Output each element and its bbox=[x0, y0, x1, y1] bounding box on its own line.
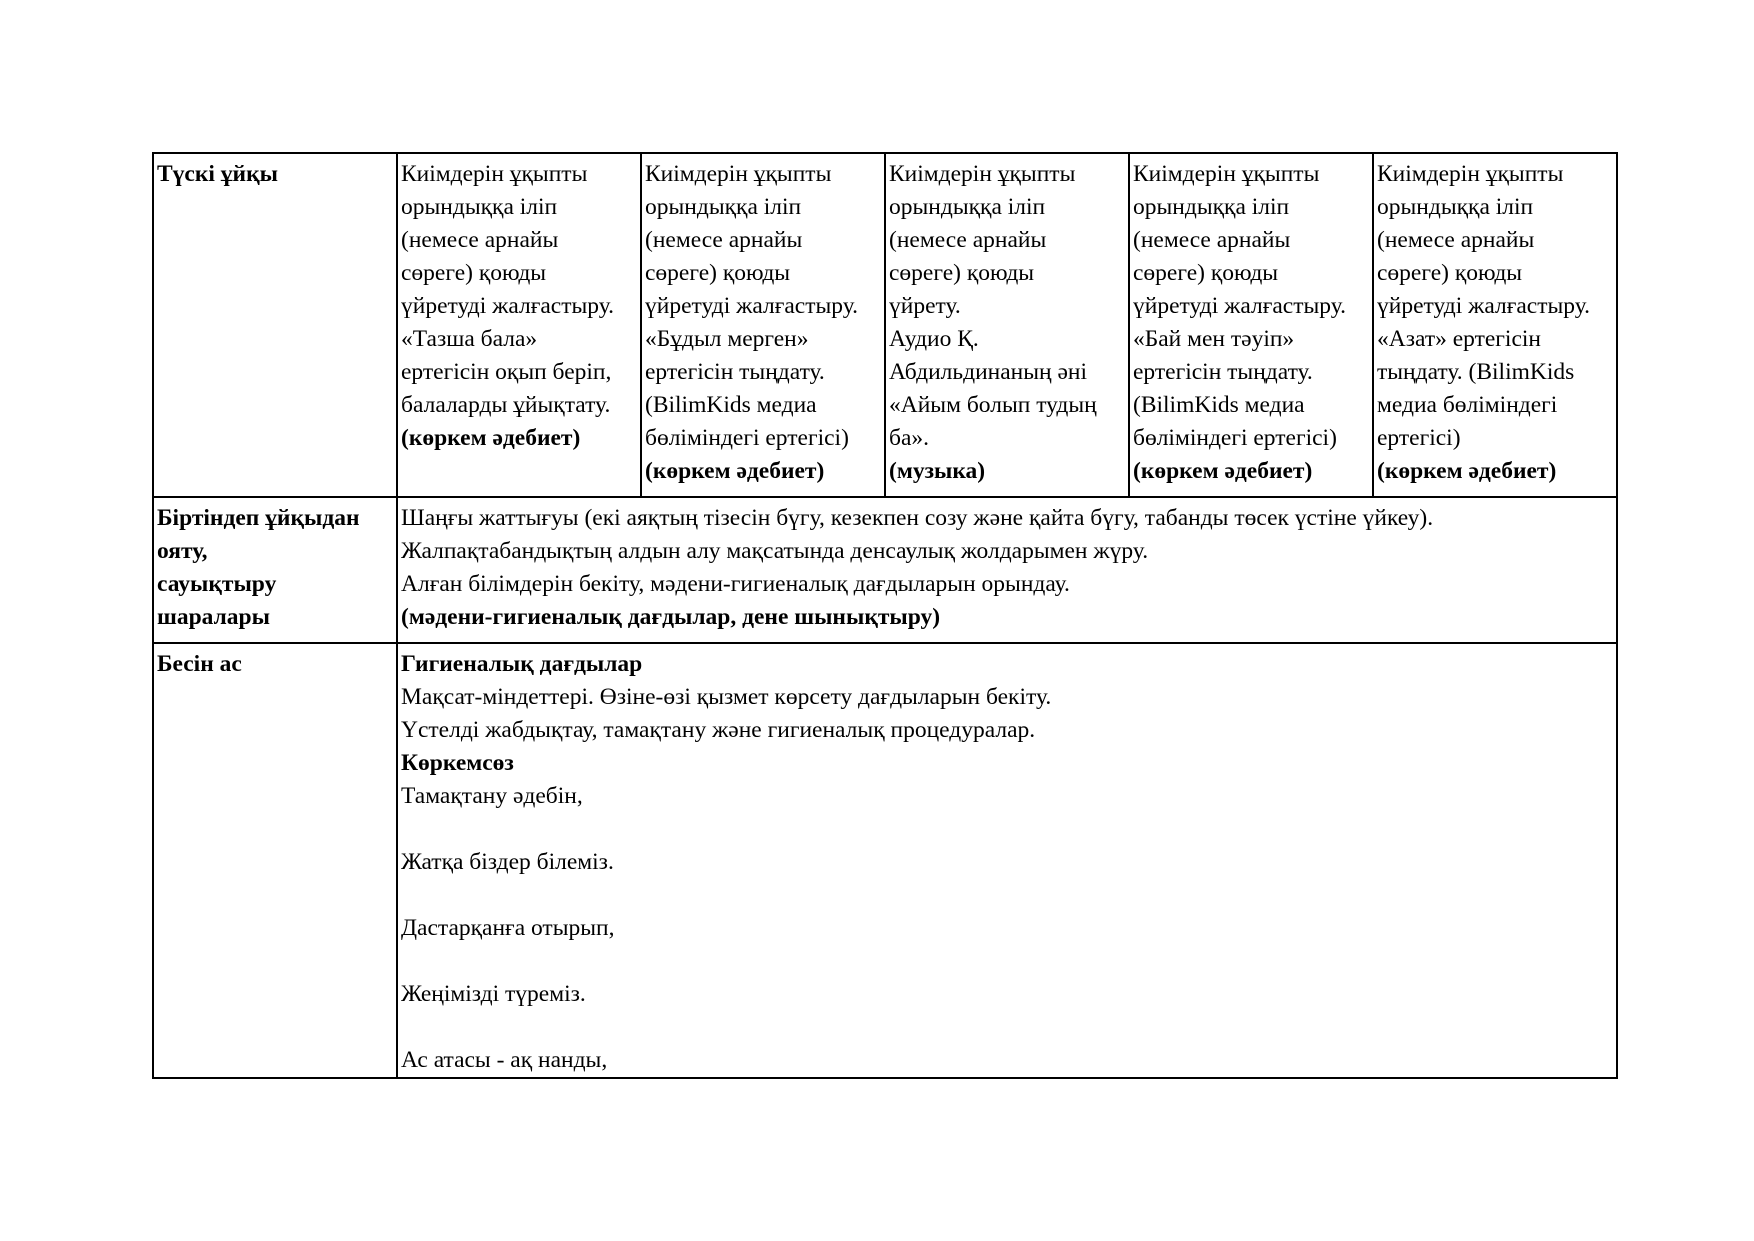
nap-day-1-line: (немесе арнайы bbox=[401, 227, 559, 253]
poem-spacer bbox=[401, 813, 1613, 846]
poem-line: Дастарқанға отырып, bbox=[401, 915, 615, 941]
nap-day-3-line: орындыққа іліп bbox=[889, 194, 1046, 220]
wakeup-line: Жалпақтабандықтың алдын алу мақсатында денсаулық жолдарымен жүру. bbox=[401, 538, 1149, 564]
nap-day-2-line: бөліміндегі ертегісі) bbox=[645, 425, 849, 451]
wakeup-line: Шаңғы жаттығуы (екі аяқтың тізесін бүгу, кезекпен созу және қайта бүгу, табанды төсек үстіне үйкеу). bbox=[401, 505, 1434, 531]
nap-day-1-line: үйретуді жалғастыру. bbox=[401, 293, 614, 319]
nap-day-4 bbox=[1129, 153, 1373, 497]
row-snack bbox=[153, 643, 1617, 1078]
nap-day-4-line: сөреге) қоюды bbox=[1133, 260, 1279, 286]
nap-day-1 bbox=[397, 153, 641, 497]
poem-spacer bbox=[401, 879, 1613, 912]
nap-day-3-line: Киімдерін ұқыпты bbox=[889, 161, 1076, 187]
poem-line: Жеңімізді түреміз. bbox=[401, 981, 586, 1007]
nap-day-1-line: орындыққа іліп bbox=[401, 194, 558, 220]
wakeup-tag: (мәдени-гигиеналық дағдылар, дене шынықтыру) bbox=[401, 604, 941, 630]
wakeup-line: Алған білімдерін бекіту, мәдени-гигиеналық дағдыларын орындау. bbox=[401, 571, 1070, 597]
row-nap bbox=[153, 153, 1617, 497]
wakeup-label-line: шаралары bbox=[157, 604, 270, 630]
nap-day-5-line: медиа бөліміндегі bbox=[1377, 392, 1558, 418]
nap-day-2-line: орындыққа іліп bbox=[645, 194, 802, 220]
nap-day-3-line: үйрету. bbox=[889, 293, 961, 319]
wakeup-label-line: сауықтыру bbox=[157, 571, 277, 597]
row-label-nap bbox=[153, 153, 397, 497]
nap-day-3-line: «Айым болып тудың bbox=[889, 392, 1097, 418]
poem-line: Ас атасы - ақ нанды, bbox=[401, 1047, 608, 1073]
nap-day-4-line: орындыққа іліп bbox=[1133, 194, 1290, 220]
poem-line: Тамақтану әдебін, bbox=[401, 783, 583, 809]
nap-day-4-line: «Бай мен тәуіп» bbox=[1133, 326, 1295, 352]
nap-day-2-line: (немесе арнайы bbox=[645, 227, 803, 253]
nap-day-3-line: (немесе арнайы bbox=[889, 227, 1047, 253]
nap-day-3-line: ба». bbox=[889, 425, 930, 451]
nap-day-5-line: ертегісі) bbox=[1377, 425, 1461, 451]
nap-day-5-line: орындыққа іліп bbox=[1377, 194, 1534, 220]
nap-day-2-line: Киімдерін ұқыпты bbox=[645, 161, 832, 187]
nap-day-5 bbox=[1373, 153, 1617, 497]
poem-line: Жатқа біздер білеміз. bbox=[401, 849, 614, 875]
nap-day-4-tag: (көркем әдебиет) bbox=[1133, 458, 1313, 484]
nap-day-5-line: «Азат» ертегісін bbox=[1377, 326, 1541, 352]
poem-heading: Көркемсөз bbox=[401, 750, 514, 776]
nap-day-1-line: Киімдерін ұқыпты bbox=[401, 161, 588, 187]
hygiene-heading: Гигиеналық дағдылар bbox=[401, 651, 643, 677]
nap-day-3-line: Аудио Қ. bbox=[889, 326, 979, 352]
snack-label: Бесін ас bbox=[157, 651, 242, 677]
row-label-snack bbox=[153, 643, 397, 1078]
nap-day-1-tag: (көркем әдебиет) bbox=[401, 425, 581, 451]
goal-line: Мақсат-міндеттері. Өзіне-өзі қызмет көрсету дағдыларын бекіту. bbox=[401, 684, 1052, 710]
nap-day-1-line: балаларды ұйықтату. bbox=[401, 392, 611, 418]
nap-day-3-line: сөреге) қоюды bbox=[889, 260, 1035, 286]
poem-spacer bbox=[401, 945, 1613, 978]
nap-day-2-line: сөреге) қоюды bbox=[645, 260, 791, 286]
nap-day-5-line: (немесе арнайы bbox=[1377, 227, 1535, 253]
nap-day-1-line: ертегісін оқып беріп, bbox=[401, 359, 612, 385]
nap-day-5-tag: (көркем әдебиет) bbox=[1377, 458, 1557, 484]
nap-day-4-line: Киімдерін ұқыпты bbox=[1133, 161, 1320, 187]
nap-day-4-line: (BilimKids медиа bbox=[1133, 392, 1305, 418]
nap-day-4-line: (немесе арнайы bbox=[1133, 227, 1291, 253]
nap-day-4-line: бөліміндегі ертегісі) bbox=[1133, 425, 1337, 451]
schedule-table bbox=[152, 152, 1618, 1079]
nap-day-2-tag: (көркем әдебиет) bbox=[645, 458, 825, 484]
nap-day-3-line: Абдильдинаның әні bbox=[889, 359, 1088, 385]
nap-day-2-line: «Бұдыл мерген» bbox=[645, 326, 809, 352]
nap-day-2-line: үйретуді жалғастыру. bbox=[645, 293, 858, 319]
nap-day-2 bbox=[641, 153, 885, 497]
table-setting-line: Үстелді жабдықтау, тамақтану және гигиеналық процедуралар. bbox=[401, 717, 1036, 743]
snack-content bbox=[397, 643, 1617, 1078]
row-wakeup bbox=[153, 497, 1617, 643]
nap-day-4-line: ертегісін тыңдату. bbox=[1133, 359, 1313, 385]
poem-spacer bbox=[401, 1011, 1613, 1044]
wakeup-label-line: ояту, bbox=[157, 538, 208, 564]
nap-day-3 bbox=[885, 153, 1129, 497]
wakeup-label-line: Біртіндеп ұйқыдан bbox=[157, 505, 360, 531]
nap-day-1-line: сөреге) қоюды bbox=[401, 260, 547, 286]
nap-day-5-line: тыңдату. (BilimKids bbox=[1377, 359, 1575, 385]
nap-day-5-line: үйретуді жалғастыру. bbox=[1377, 293, 1590, 319]
nap-day-2-line: ертегісін тыңдату. bbox=[645, 359, 825, 385]
nap-day-5-line: сөреге) қоюды bbox=[1377, 260, 1523, 286]
nap-day-4-line: үйретуді жалғастыру. bbox=[1133, 293, 1346, 319]
nap-day-2-line: (BilimKids медиа bbox=[645, 392, 817, 418]
wakeup-content bbox=[397, 497, 1617, 643]
nap-day-5-line: Киімдерін ұқыпты bbox=[1377, 161, 1564, 187]
nap-day-3-tag: (музыка) bbox=[889, 458, 986, 484]
nap-day-1-line: «Тазша бала» bbox=[401, 326, 538, 352]
row-label-wakeup bbox=[153, 497, 397, 643]
nap-label: Түскі ұйқы bbox=[157, 161, 278, 187]
